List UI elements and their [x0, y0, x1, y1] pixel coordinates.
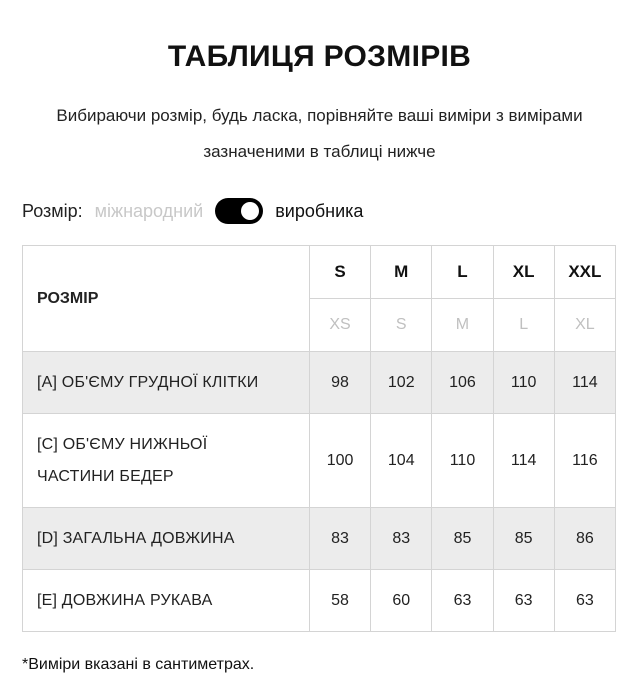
size-header-manufacturer: M: [432, 299, 493, 352]
table-cell: 85: [493, 508, 554, 570]
table-cell: 63: [432, 570, 493, 632]
table-cell: 102: [371, 352, 432, 414]
table-row: [23, 414, 616, 508]
row-label-sleeve-length: [E] ДОВЖИНА РУКАВА: [23, 570, 310, 632]
row-label-hips-line-1: [C] ОБ'ЄМУ НИЖНЬОЇ: [37, 435, 208, 453]
table-row: [23, 508, 616, 570]
row-label-chest: [A] ОБ'ЄМУ ГРУДНОЇ КЛІТКИ: [23, 352, 310, 414]
row-label-total-length: [D] ЗАГАЛЬНА ДОВЖИНА: [23, 508, 310, 570]
size-toggle-label: Розмір:: [22, 200, 83, 221]
subtitle-line-1: Вибираючи розмір, будь ласка, порівняйте ваші виміри з вимірами: [56, 106, 583, 125]
row-label-hips-line-2: ЧАСТИНИ БЕДЕР: [37, 467, 174, 485]
table-cell: 110: [493, 352, 554, 414]
international-size-option[interactable]: міжнародний: [94, 200, 204, 221]
units-footnote: *Виміри вказані в сантиметрах.: [22, 656, 255, 673]
manufacturer-size-option[interactable]: виробника: [275, 200, 364, 221]
table-cell: 100: [309, 414, 370, 508]
row-label-hips: [23, 414, 310, 508]
table-cell: 83: [309, 508, 370, 570]
page-title: ТАБЛИЦЯ РОЗМІРІВ: [167, 40, 472, 73]
size-header-manufacturer: XL: [554, 299, 615, 352]
size-header-manufacturer: L: [493, 299, 554, 352]
size-header-international: L: [432, 246, 493, 299]
size-system-toggle-row: [22, 195, 363, 227]
table-cell: 63: [554, 570, 615, 632]
table-header-size-label: РОЗМІР: [23, 246, 310, 352]
table-cell: 114: [554, 352, 615, 414]
page-subtitle: [10, 98, 629, 170]
table-cell: 110: [432, 414, 493, 508]
table-cell: 85: [432, 508, 493, 570]
size-system-switch[interactable]: [215, 198, 263, 224]
subtitle-line-2: зазначеними в таблиці нижче: [203, 142, 436, 161]
table-row: [23, 570, 616, 632]
size-header-international: M: [371, 246, 432, 299]
size-header-international: XXL: [554, 246, 615, 299]
table-row: [23, 352, 616, 414]
table-cell: 98: [309, 352, 370, 414]
switch-knob: [241, 202, 259, 220]
table-cell: 86: [554, 508, 615, 570]
table-cell: 116: [554, 414, 615, 508]
table-cell: 114: [493, 414, 554, 508]
table-cell: 60: [371, 570, 432, 632]
size-chart-table: [22, 245, 616, 632]
size-header-manufacturer: XS: [309, 299, 370, 352]
size-header-manufacturer: S: [371, 299, 432, 352]
size-header-international: XL: [493, 246, 554, 299]
table-cell: 106: [432, 352, 493, 414]
size-header-international: S: [309, 246, 370, 299]
table-cell: 83: [371, 508, 432, 570]
table-cell: 63: [493, 570, 554, 632]
table-cell: 58: [309, 570, 370, 632]
table-cell: 104: [371, 414, 432, 508]
